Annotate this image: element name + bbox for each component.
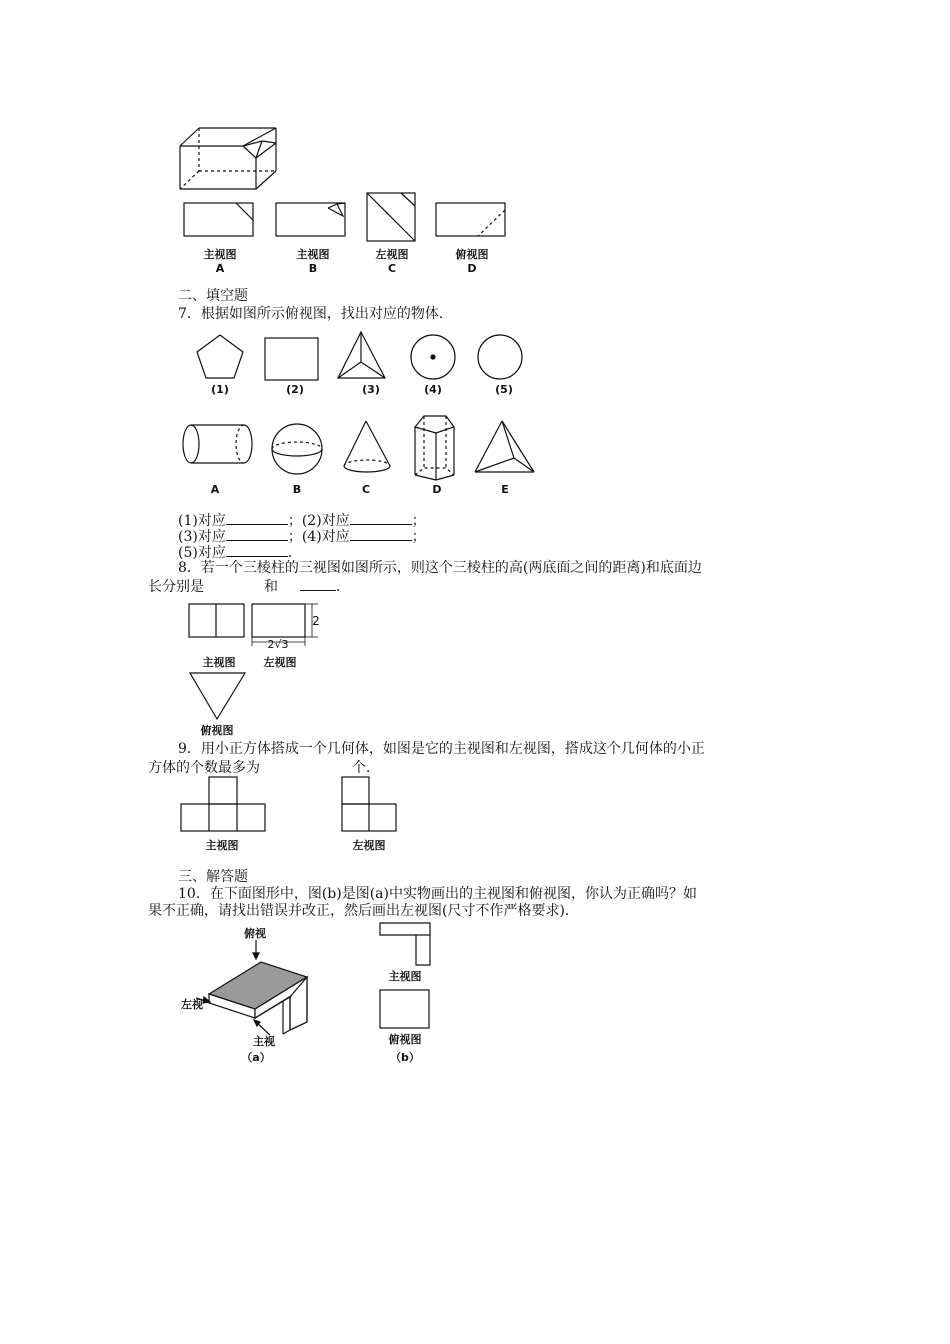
q9-blank[interactable]	[260, 758, 352, 772]
q6-option-label-c: C	[387, 262, 397, 275]
q7-top-view-4-circle-dot	[411, 335, 455, 379]
q7-solid-e-pyramid	[475, 421, 534, 472]
q6-view-label-d: 俯视图	[455, 248, 489, 261]
q10-top-view	[380, 990, 429, 1028]
q7-ans4-label: (4)对应	[301, 529, 350, 545]
q7-sep-3: ；	[287, 529, 302, 545]
q8-top-view	[190, 673, 245, 719]
q7-solid-d-pentagonal-prism	[415, 416, 454, 480]
q9-stem-line-1: 9．用小正方体搭成一个几何体，如图是它的主视图和左视图，搭成这个几何体的小正	[178, 741, 705, 757]
q6-option-a-view	[184, 203, 253, 236]
q7-top-label-4: (4)	[424, 383, 442, 396]
q7-solid-a-cylinder	[183, 425, 252, 463]
q7-ans3-label: (3)对应	[178, 529, 226, 545]
q10-left-direction-label: 左视	[181, 998, 203, 1011]
q7-solid-label-a: A	[210, 483, 220, 496]
q7-sep-1: ；	[287, 513, 302, 529]
q7-stem: 7．根据如图所示俯视图，找出对应的物体．	[178, 306, 453, 322]
q7-top-view-2-rectangle	[265, 338, 318, 380]
q9-front-view	[181, 777, 265, 831]
q6-view-label-b: 主视图	[296, 248, 330, 261]
q6-option-d-view	[436, 203, 505, 236]
q6-option-c-view	[367, 193, 415, 241]
q8-front-label: 主视图	[202, 656, 236, 669]
q7-top-view-1-pentagon	[197, 335, 243, 378]
q7-top-label-5: (5)	[495, 383, 513, 396]
q10-stem-line-2: 果不正确，请找出错误并改正，然后画出左视图(尺寸不作严格要求)．	[148, 903, 579, 919]
q8-dim-height: 2	[312, 614, 320, 628]
q6-view-label-a: 主视图	[203, 248, 237, 261]
q7-solid-label-b: B	[292, 483, 302, 496]
q7-top-view-5-circle	[478, 335, 522, 379]
q7-sep-2: ；	[411, 513, 426, 529]
q7-top-label-3: (3)	[362, 383, 380, 396]
q10-front-direction-label: 主视	[253, 1035, 275, 1048]
q8-left-label: 左视图	[263, 656, 297, 669]
q10-front-view	[380, 923, 430, 965]
q7-blank-2[interactable]	[350, 511, 412, 525]
q10-top-view-label: 俯视图	[388, 1033, 422, 1046]
q10-caption-b: （b）	[390, 1051, 420, 1064]
section-2-heading: 二、填空题	[178, 288, 248, 304]
q6-option-label-d: D	[467, 262, 477, 275]
q7-blank-5[interactable]	[226, 543, 288, 557]
q9-stem-text-a: 方体的个数最多为	[148, 760, 260, 776]
q9-front-label: 主视图	[205, 839, 239, 852]
q6-option-b-view	[276, 203, 345, 236]
q8-stem-text-b: 和	[264, 579, 278, 595]
q8-dim-width: 2√3	[267, 638, 289, 651]
q9-stem-line-2	[148, 758, 380, 777]
q8-stem-text-a: 长分别是	[148, 579, 204, 595]
q7-top-label-1: (1)	[211, 383, 229, 396]
q7-top-view-3-triangle	[338, 332, 385, 378]
q9-left-label: 左视图	[352, 839, 386, 852]
q8-top-label: 俯视图	[200, 724, 234, 737]
q10-caption-a: （a）	[241, 1051, 271, 1064]
q7-ans2-label: (2)对应	[301, 513, 350, 529]
q8-stem-end: ．	[336, 579, 350, 595]
q8-blank-2[interactable]	[300, 577, 336, 591]
q7-blank-3[interactable]	[226, 527, 288, 541]
q6-view-label-c: 左视图	[375, 248, 409, 261]
q7-blank-4[interactable]	[350, 527, 412, 541]
q10-front-view-label: 主视图	[388, 970, 422, 983]
q7-solid-label-e: E	[501, 483, 509, 496]
q10-stem-line-1: 10．在下面图形中，图(b)是图(a)中实物画出的主视图和俯视图，你认为正确吗？如	[178, 886, 697, 902]
q7-blank-1[interactable]	[226, 511, 288, 525]
q9-left-view	[342, 777, 396, 831]
q10-top-direction-label: 俯视	[244, 927, 266, 940]
q7-top-label-2: (2)	[286, 383, 304, 396]
q7-solid-c-cone	[344, 421, 390, 472]
q7-end: ．	[287, 545, 302, 561]
q6-option-label-b: B	[308, 262, 318, 275]
q7-solid-b-sphere	[272, 424, 322, 474]
q7-sep-4: ；	[411, 529, 426, 545]
q8-stem-line-2	[148, 577, 350, 596]
q6-option-label-a: A	[215, 262, 225, 275]
q8-front-view	[189, 604, 244, 637]
q6-solid-figure	[180, 128, 276, 189]
section-3-heading: 三、解答题	[178, 869, 248, 885]
q8-blank-1[interactable]	[204, 577, 264, 591]
q7-solid-label-c: C	[361, 483, 371, 496]
q8-stem-line-1: 8．若一个三棱柱的三视图如图所示，则这个三棱柱的高(两底面之间的距离)和底面边	[178, 560, 702, 576]
q7-solid-label-d: D	[432, 483, 442, 496]
q9-stem-text-b: 个．	[352, 760, 380, 776]
q7-ans5-label: (5)对应	[178, 545, 226, 561]
q7-ans1-label: (1)对应	[178, 513, 226, 529]
